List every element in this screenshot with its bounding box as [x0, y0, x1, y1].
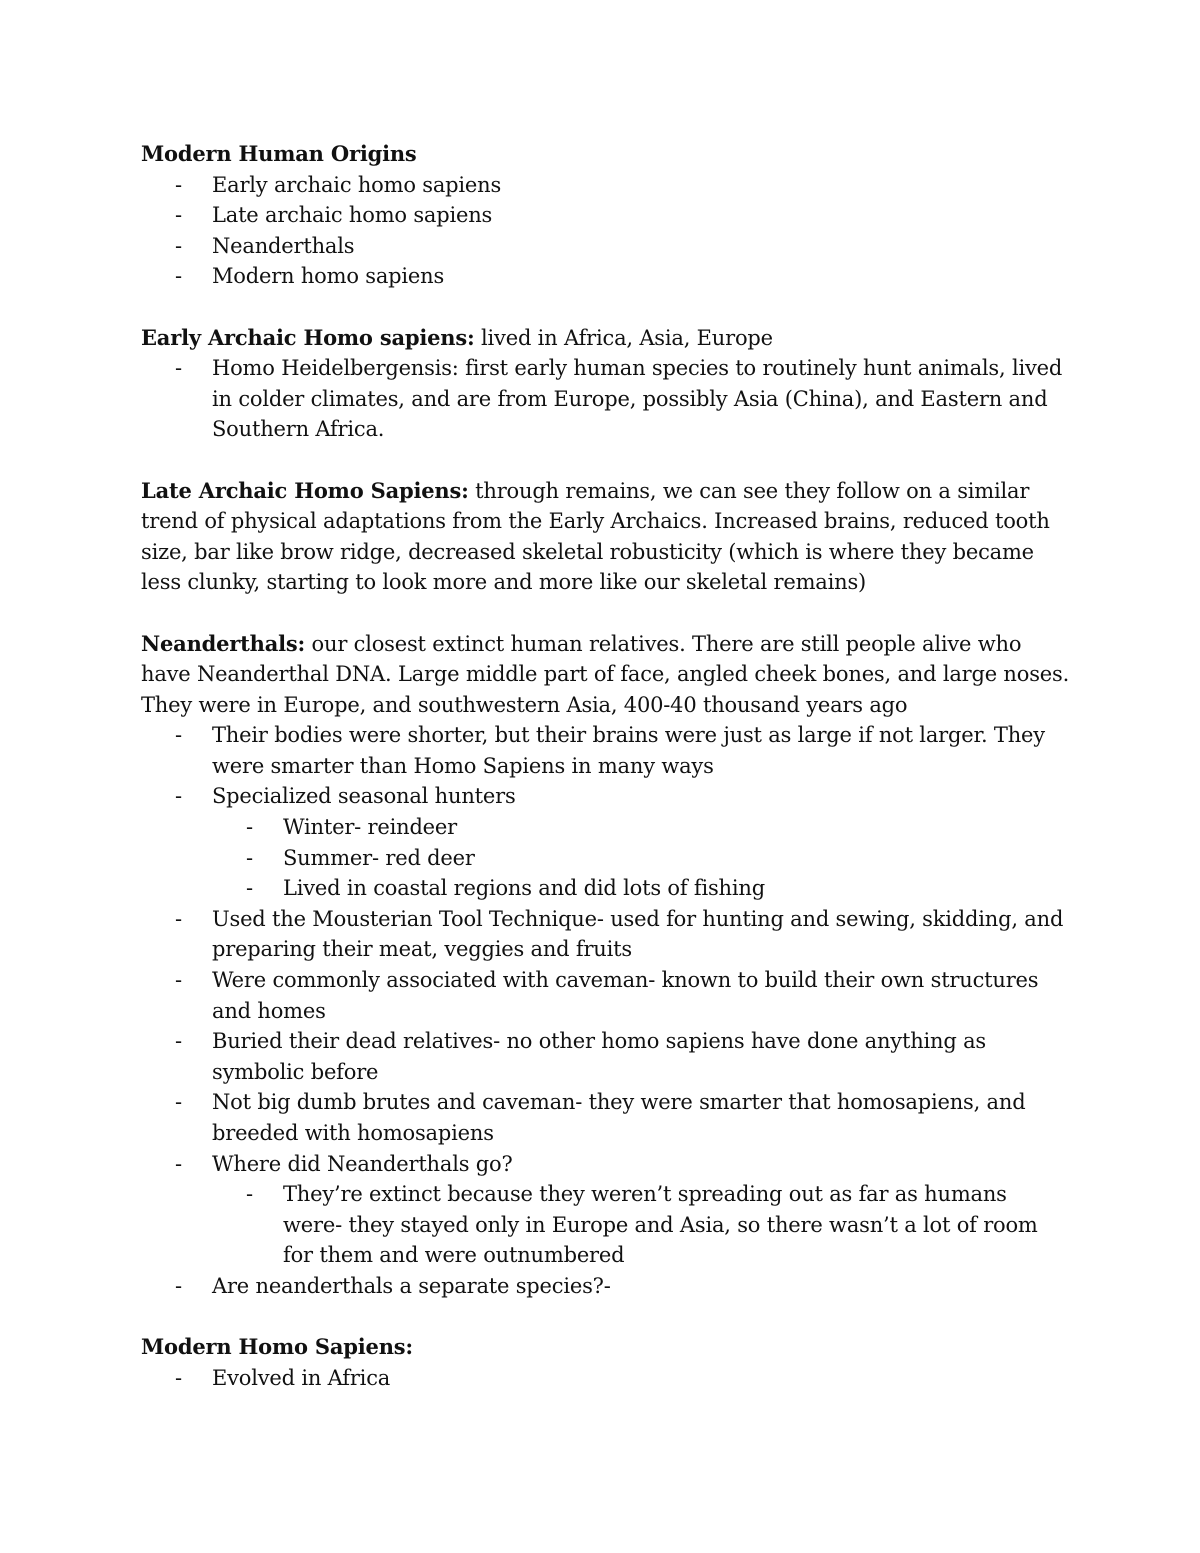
list-item-text: Early archaic homo sapiens: [212, 172, 502, 197]
list-item: [141, 965, 1071, 1026]
where-sublist: [212, 1179, 1071, 1271]
section-text: lived in Africa, Asia, Europe: [474, 325, 773, 350]
list-item: [141, 1026, 1071, 1087]
list-item-text: Buried their dead relatives- no other homo sapiens have done anything as symbolic before: [212, 1029, 986, 1084]
list-item-text: Modern homo sapiens: [212, 264, 445, 289]
list-item: [141, 781, 1071, 903]
list-item: [141, 231, 1071, 262]
hunters-sublist: [212, 812, 1071, 904]
list-item: [141, 1271, 1071, 1302]
sublist-item: [212, 1179, 1071, 1271]
list-item: [141, 261, 1071, 292]
dash-bullet: -: [175, 172, 182, 197]
section-text: through remains, we can see they follow on a similar trend of physical adaptations from the Early Archaics. Increased brains, reduced tooth size, bar like brow ridge, decreased skeletal robusticity (which is where they became less clunky, starting to look more and more like our skeletal remains): [141, 478, 1050, 595]
list-item: [141, 720, 1071, 781]
dash-bullet: -: [246, 815, 253, 840]
dash-bullet: -: [175, 1151, 182, 1176]
section-heading-modern-human-origins: Modern Human Origins: [141, 141, 417, 166]
dash-bullet: -: [246, 876, 253, 901]
list-item-text: Evolved in Africa: [212, 1365, 391, 1390]
dash-bullet: -: [175, 723, 182, 748]
list-item-text: Where did Neanderthals go?: [212, 1151, 513, 1176]
section-late-archaic: [141, 476, 1071, 598]
dash-bullet: -: [175, 233, 182, 258]
dash-bullet: -: [175, 203, 182, 228]
list-item-text: Winter- reindeer: [283, 815, 457, 840]
list-item: [141, 1363, 1071, 1394]
section-heading-early-archaic: Early Archaic Homo sapiens:: [141, 324, 475, 350]
neanderthals-list: [141, 720, 1071, 1301]
list-item-text: Neanderthals: [212, 233, 355, 258]
spacer: [141, 292, 1071, 323]
spacer: [141, 598, 1071, 629]
sublist-item: [212, 812, 1071, 843]
section-neanderthals: [141, 629, 1071, 721]
dash-bullet: -: [175, 784, 182, 809]
section-heading-modern-homo-sapiens: Modern Homo Sapiens:: [141, 1334, 413, 1360]
modern-sapiens-list: [141, 1363, 1071, 1394]
section-heading-late-archaic: Late Archaic Homo Sapiens:: [141, 477, 469, 503]
list-item: [141, 353, 1071, 445]
list-item-text: Not big dumb brutes and caveman- they were smarter that homosapiens, and breeded with homosapiens: [212, 1090, 1026, 1145]
sublist-item: [212, 843, 1071, 874]
section-early-archaic: [141, 323, 1071, 354]
dash-bullet: -: [175, 1365, 182, 1390]
sublist-item: [212, 873, 1071, 904]
list-item: [141, 1149, 1071, 1271]
list-item: [141, 200, 1071, 231]
list-item-text: Were commonly associated with caveman- known to build their own structures and homes: [212, 968, 1039, 1023]
origins-list: [141, 170, 1071, 292]
list-item-text: Homo Heidelbergensis: first early human species to routinely hunt animals, lived in colder climates, and are from Europe, possibly Asia (China), and Eastern and Southern Africa.: [212, 356, 1063, 442]
dash-bullet: -: [175, 356, 182, 381]
section-text: our closest extinct human relatives. There are still people alive who have Neanderthal DNA. Large middle part of face, angled cheek bones, and large noses. They were in Europe, and southwestern Asia, 400-40 thousand years ago: [141, 631, 1070, 717]
spacer: [141, 445, 1071, 476]
list-item-text: Are neanderthals a separate species?-: [212, 1273, 611, 1298]
list-item-text: Specialized seasonal hunters: [212, 784, 516, 809]
list-item: [141, 1087, 1071, 1148]
list-item-text: Lived in coastal regions and did lots of fishing: [283, 876, 765, 901]
document-page: [141, 139, 1071, 1393]
spacer: [141, 1302, 1071, 1333]
list-item-text: Late archaic homo sapiens: [212, 203, 493, 228]
list-item-text: Summer- red deer: [283, 845, 475, 870]
dash-bullet: -: [175, 906, 182, 931]
early-archaic-list: [141, 353, 1071, 445]
dash-bullet: -: [175, 264, 182, 289]
dash-bullet: -: [175, 1029, 182, 1054]
dash-bullet: -: [175, 968, 182, 993]
dash-bullet: -: [175, 1273, 182, 1298]
section-heading-neanderthals: Neanderthals:: [141, 630, 306, 656]
list-item-text: Used the Mousterian Tool Technique- used for hunting and sewing, skidding, and preparing their meat, veggies and fruits: [212, 906, 1064, 962]
list-item-text: They’re extinct because they weren’t spreading out as far as humans were- they stayed only in Europe and Asia, so there wasn’t a lot of room for them and were outnumbered: [283, 1182, 1038, 1268]
dash-bullet: -: [246, 845, 253, 870]
list-item: [141, 904, 1071, 965]
list-item-text: Their bodies were shorter, but their brains were just as large if not larger. They were smarter than Homo Sapiens in many ways: [212, 723, 1045, 778]
dash-bullet: -: [246, 1182, 253, 1207]
dash-bullet: -: [175, 1090, 182, 1115]
list-item: [141, 170, 1071, 201]
